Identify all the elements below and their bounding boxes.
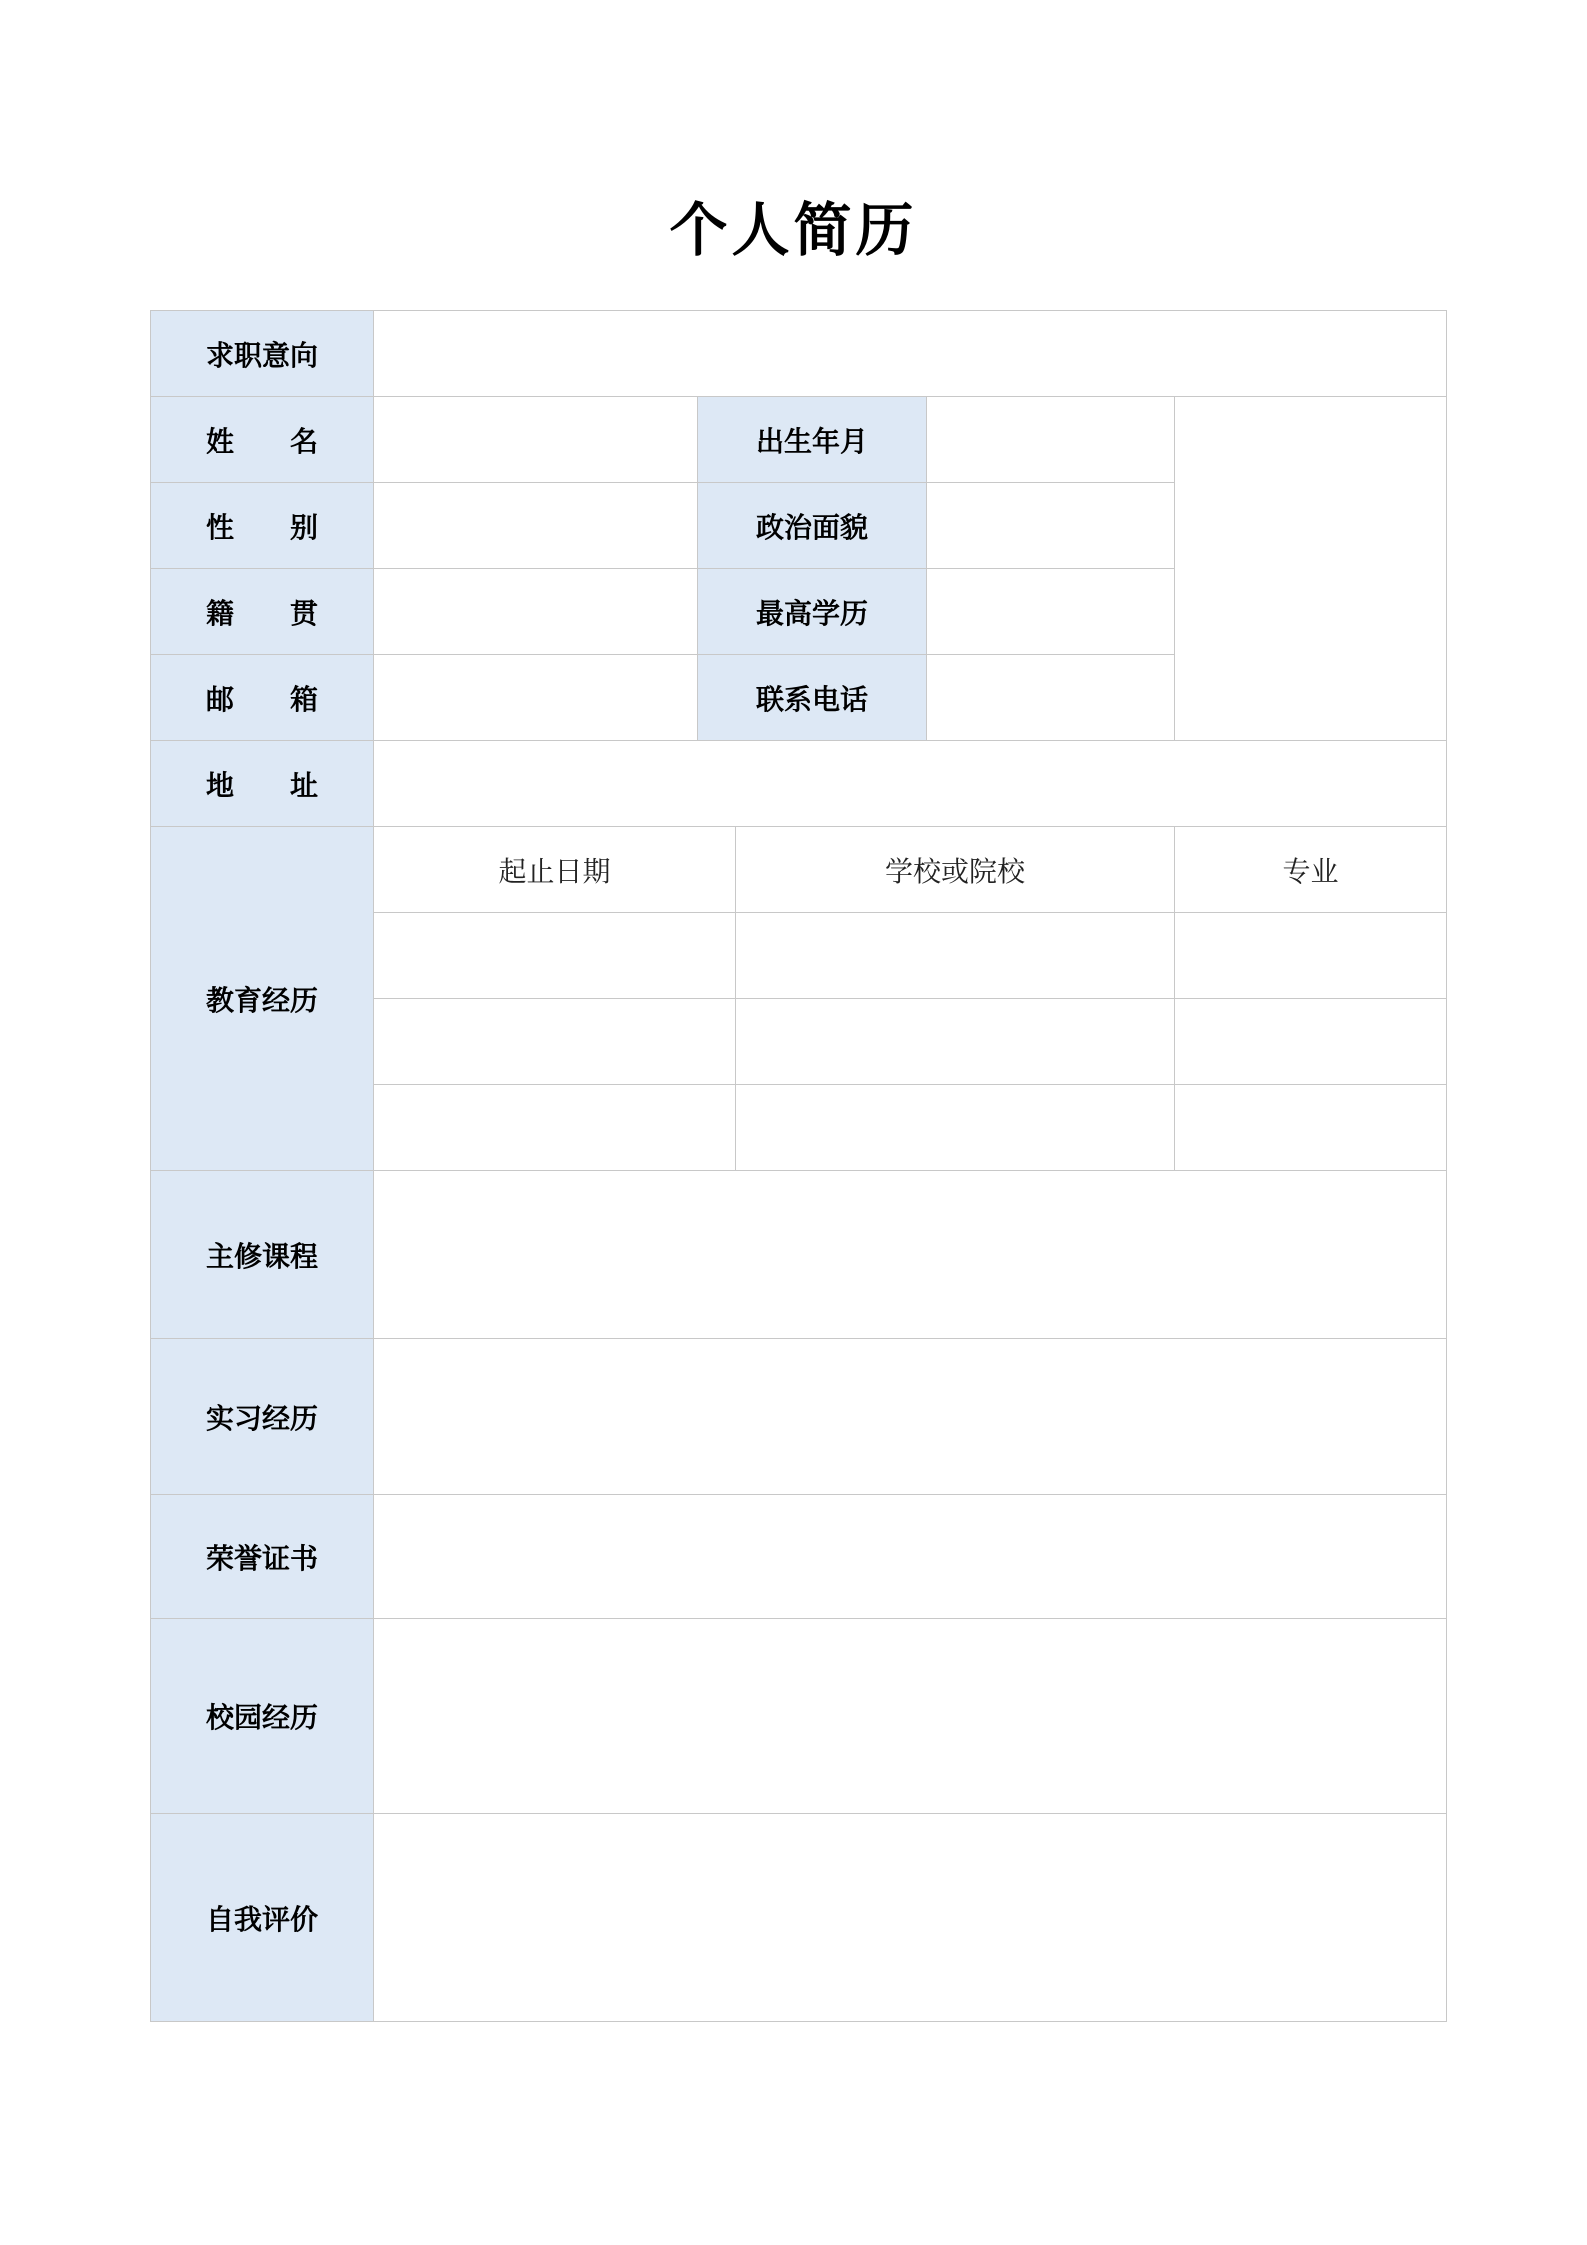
native-place-label: 籍 贯 xyxy=(151,569,374,655)
photo-area[interactable] xyxy=(1175,397,1447,741)
education-label: 教育经历 xyxy=(151,827,374,1171)
education-school-cell[interactable] xyxy=(736,1085,1175,1171)
phone-label: 联系电话 xyxy=(698,655,927,741)
address-field[interactable] xyxy=(374,741,1447,827)
campus-label: 校园经历 xyxy=(151,1619,374,1814)
internship-field[interactable] xyxy=(374,1339,1447,1495)
birth-field[interactable] xyxy=(927,397,1175,483)
honors-field[interactable] xyxy=(374,1495,1447,1619)
self-evaluation-label: 自我评价 xyxy=(151,1814,374,2022)
courses-label: 主修课程 xyxy=(151,1171,374,1339)
address-label: 地 址 xyxy=(151,741,374,827)
education-level-field[interactable] xyxy=(927,569,1175,655)
education-period-cell[interactable] xyxy=(374,1085,736,1171)
email-label: 邮 箱 xyxy=(151,655,374,741)
native-place-field[interactable] xyxy=(374,569,698,655)
education-level-label: 最高学历 xyxy=(698,569,927,655)
gender-label: 性 别 xyxy=(151,483,374,569)
education-period-header: 起止日期 xyxy=(374,827,736,913)
self-evaluation-field[interactable] xyxy=(374,1814,1447,2022)
political-field[interactable] xyxy=(927,483,1175,569)
education-school-cell[interactable] xyxy=(736,999,1175,1085)
education-major-header: 专业 xyxy=(1175,827,1447,913)
courses-field[interactable] xyxy=(374,1171,1447,1339)
job-intention-label: 求职意向 xyxy=(151,311,374,397)
phone-field[interactable] xyxy=(927,655,1175,741)
education-major-cell[interactable] xyxy=(1175,1085,1447,1171)
education-major-cell[interactable] xyxy=(1175,999,1447,1085)
email-field[interactable] xyxy=(374,655,698,741)
gender-field[interactable] xyxy=(374,483,698,569)
political-label: 政治面貌 xyxy=(698,483,927,569)
education-school-header: 学校或院校 xyxy=(736,827,1175,913)
education-period-cell[interactable] xyxy=(374,999,736,1085)
honors-label: 荣誉证书 xyxy=(151,1495,374,1619)
education-school-cell[interactable] xyxy=(736,913,1175,999)
campus-field[interactable] xyxy=(374,1619,1447,1814)
education-period-cell[interactable] xyxy=(374,913,736,999)
job-intention-field[interactable] xyxy=(374,311,1447,397)
education-major-cell[interactable] xyxy=(1175,913,1447,999)
resume-table xyxy=(150,310,1447,2022)
name-field[interactable] xyxy=(374,397,698,483)
name-label: 姓 名 xyxy=(151,397,374,483)
page-title: 个人简历 xyxy=(669,196,918,264)
internship-label: 实习经历 xyxy=(151,1339,374,1495)
birth-label: 出生年月 xyxy=(698,397,927,483)
